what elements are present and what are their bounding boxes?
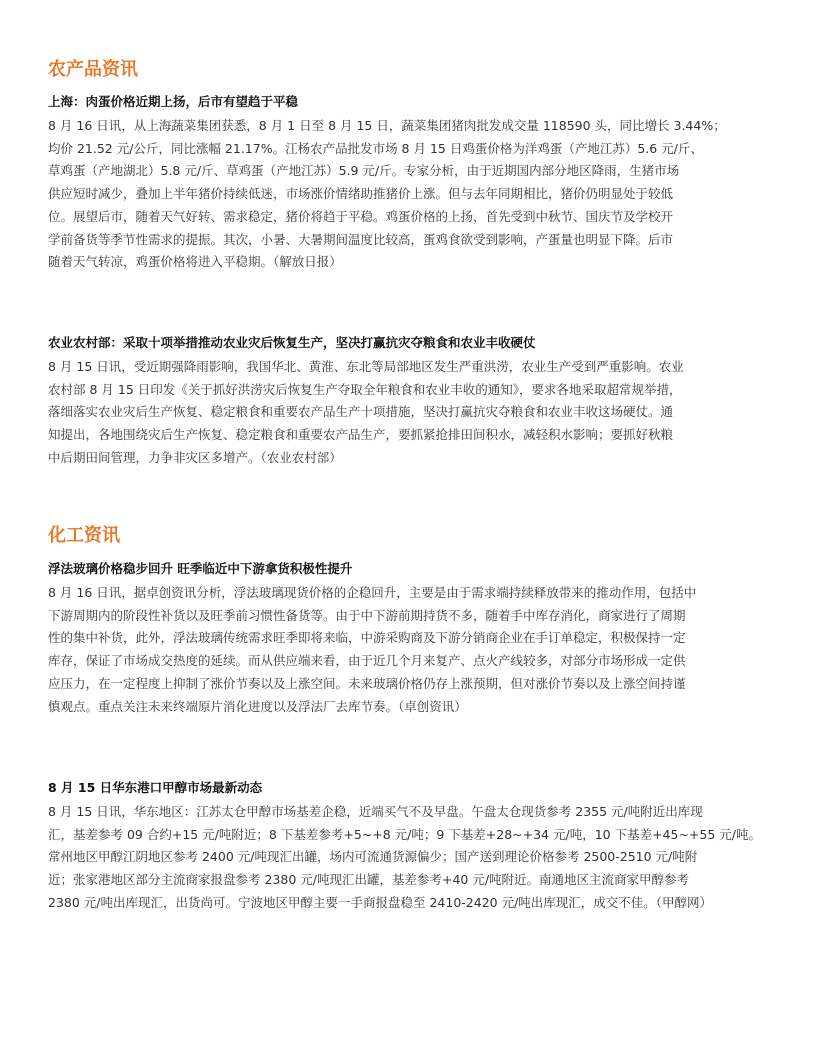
article-body <box>48 582 773 718</box>
article-headline: 浮法玻璃价格稳步回升 旺季临近中下游拿货积极性提升 <box>48 561 353 576</box>
body-line: 知提出，各地围绕灾后生产恢复、稳定粮食和重要农产品生产，要抓紧抢排田间积水，减轻积水影响；要抓好秋粮 <box>48 427 674 443</box>
article-headline: 8 月 15 日华东港口甲醇市场最新动态 <box>48 780 263 795</box>
body-line: 近；张家港地区部分主流商家报盘参考 2380 元/吨现汇出罐，基差参考+40 元/吨附近。南通地区主流商家甲醇参考 <box>48 872 690 888</box>
body-line: 落细落实农业灾后生产恢复、稳定粮食和重要农产品生产十项措施，坚决打赢抗灾夺粮食和农业丰收这场硬仗。通 <box>48 404 674 420</box>
body-line: 汇，基差参考 09 合约+15 元/吨附近；8 下基差参考+5~+8 元/吨；9 下基差+28~+34 元/吨，10 下基差+45~+55 元/吨。 <box>48 826 761 842</box>
body-line: 库存，保证了市场成交热度的延续。而从供应端来看，由于近几个月来复产、点火产线较多，对部分市场形成一定供 <box>48 653 686 669</box>
article-body <box>48 115 773 274</box>
section-title-chemical: 化工资讯 <box>48 525 120 546</box>
body-line: 中后期田间管理，力争非灾区多增产。（农业农村部） <box>48 449 342 465</box>
body-line: 草鸡蛋（产地湖北）5.8 元/斤、草鸡蛋（产地江苏）5.9 元/斤。专家分析，由于近期国内部分地区降雨，生猪市场 <box>48 163 680 179</box>
article-headline: 上海：肉蛋价格近期上扬，后市有望趋于平稳 <box>48 94 299 109</box>
body-line: 8 月 16 日讯，从上海蔬菜集团获悉，8 月 1 日至 8 月 15 日，蔬菜集团猪肉批发成交量 118590 头，同比增长 3.44%； <box>48 118 726 133</box>
body-line: 下游周期内的阶段性补货以及旺季前习惯性备货等。由于中下游前期持货不多，随着手中库存消化，商家进行了周期 <box>48 607 686 623</box>
body-line: 常州地区甲醇江阴地区参考 2400 元/吨现汇出罐，场内可流通货源偏少；国产送到理论价格参考 2500-2510 元/吨附 <box>48 849 698 865</box>
body-line: 性的集中补货，此外，浮法玻璃传统需求旺季即将来临，中游采购商及下游分销商企业在手订单稳定，积极保持一定 <box>48 630 686 646</box>
body-line: 农村部 8 月 15 日印发《关于抓好洪涝灾后恢复生产夺取全年粮食和农业丰收的通知》，要求各地采取超常规举措， <box>48 381 682 397</box>
body-line: 2380 元/吨出库现汇，出货尚可。宁波地区甲醇主要一手商报盘稳至 2410-2420 元/吨出库现汇，成交不佳。（甲醇网） <box>48 894 713 910</box>
body-line: 慎观点。重点关注未来终端原片消化进度以及浮法厂去库节奏。（卓创资讯） <box>48 698 467 714</box>
body-line: 随着天气转凉，鸡蛋价格将进入平稳期。（解放日报） <box>48 254 342 270</box>
article-headline: 农业农村部：采取十项举措推动农业灾后恢复生产，坚决打赢抗灾夺粮食和农业丰收硬仗 <box>48 335 536 350</box>
body-line: 学前备货等季节性需求的提振。其次，小暑、大暑期间温度比较高，蛋鸡食欲受到影响，产蛋量也明显下降。后市 <box>48 231 674 247</box>
body-line: 供应短时减少，叠加上半年猪价持续低迷，市场涨价情绪助推猪价上涨。但与去年同期相比，猪价仍明显处于较低 <box>48 186 674 202</box>
body-line: 均价 21.52 元/公斤，同比涨幅 21.17%。江杨农产品批发市场 8 月 15 日鸡蛋价格为洋鸡蛋（产地江苏）5.6 元/斤、 <box>48 140 703 156</box>
body-line: 8 月 15 日讯，受近期强降雨影响，我国华北、黄淮、东北等局部地区发生严重洪涝，农业生产受到严重影响。农业 <box>48 359 684 374</box>
body-line: 8 月 16 日讯，据卓创资讯分析，浮法玻璃现货价格的企稳回升，主要是由于需求端持续释放带来的推动作用，包括中 <box>48 585 697 600</box>
article-body <box>48 801 773 915</box>
section-title-agriculture: 农产品资讯 <box>48 59 138 80</box>
body-line: 应压力，在一定程度上抑制了涨价节奏以及上涨空间。未来玻璃价格仍存上涨预期，但对涨价节奏以及上涨空间持谨 <box>48 675 686 691</box>
article-body <box>48 356 773 470</box>
body-line: 位。展望后市，随着天气好转、需求稳定，猪价将趋于平稳。鸡蛋价格的上扬，首先受到中秋节、国庆节及学校开 <box>48 208 674 224</box>
body-line: 8 月 15 日讯，华东地区：江苏太仓甲醇市场基差企稳，近端买气不及早盘。午盘太仓现货参考 2355 元/吨附近出库现 <box>48 804 703 819</box>
